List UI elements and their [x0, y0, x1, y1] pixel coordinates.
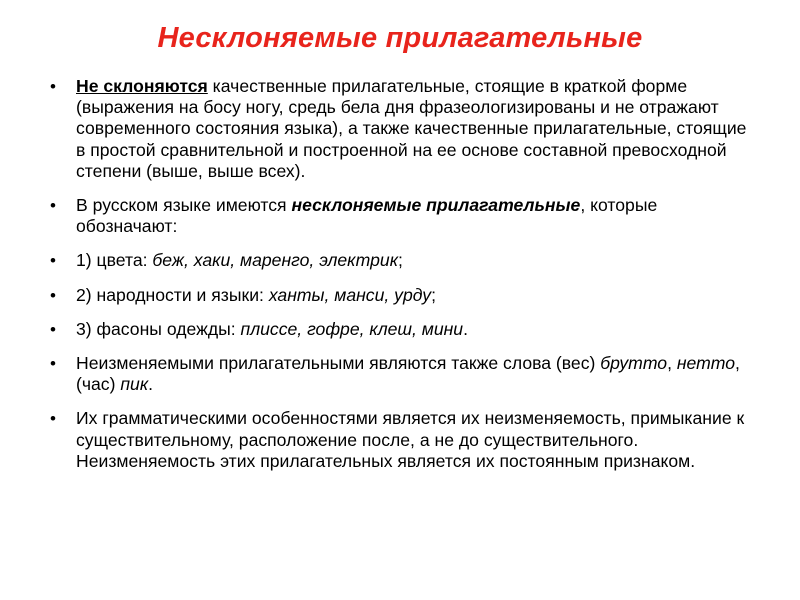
bullet-item: [50, 353, 750, 395]
bullet-marker: •: [50, 409, 56, 429]
bullet-text-segment: несклоняемые прилагательные: [291, 195, 581, 216]
bullet-text-segment: .: [463, 318, 468, 339]
bullet-text-segment: беж: [152, 250, 184, 271]
bullet-item: [50, 408, 750, 472]
bullet-text-segment: электрик: [319, 250, 398, 271]
slide-title: Несклоняемые прилагательные: [157, 22, 643, 54]
bullet-text-segment: нетто: [676, 353, 736, 374]
bullet-text-segment: ;: [431, 284, 436, 305]
bullet-text-segment: 1) цвета:: [76, 250, 153, 271]
bullet-text-segment: , (час): [76, 353, 740, 395]
bullet-text-segment: ,: [183, 250, 194, 271]
bullet-text-segment: ,: [667, 353, 677, 374]
bullet-text-segment: .: [148, 374, 154, 395]
bullet-text-segment: плиссе, гофре, клеш, мини: [240, 318, 464, 339]
bullet-text-segment: ,: [309, 250, 320, 271]
bullet-text-segment: Неизменяемыми прилагательными являются также слова (вес): [76, 353, 601, 374]
bullet-text-segment: Не склоняются: [76, 76, 208, 96]
bullet-item: [50, 76, 750, 182]
bullet-text-segment: 3) фасоны одежды:: [76, 318, 241, 339]
bullet-item: [50, 285, 750, 306]
bullet-item: [50, 195, 750, 237]
bullet-text-segment: В русском языке имеются: [76, 195, 292, 216]
bullet-text-segment: , которые обозначают:: [76, 195, 658, 237]
bullet-marker: •: [50, 196, 56, 216]
bullet-marker: •: [50, 354, 56, 374]
bullet-text-segment: хаки: [193, 250, 231, 271]
bullet-marker: •: [50, 285, 56, 305]
bullet-text-segment: брутто: [600, 353, 668, 374]
bullet-marker: •: [50, 319, 56, 339]
bullet-text-segment: ,: [230, 250, 241, 271]
bullet-list: [50, 76, 750, 485]
bullet-text-segment: 2) народности и языки:: [76, 284, 269, 305]
bullet-marker: •: [50, 77, 56, 96]
bullet-marker: •: [50, 251, 56, 271]
bullet-text-segment: качественные прилагательные, стоящие в краткой форме (выражения на босу ногу, средь бела дня фразеологизированы и не отражают современного состояния языка), а также качественные прилагательные, стоящие в простой сравнительной и построенной на ее основе составной превосходной степени (выше, выше всех).: [76, 76, 747, 181]
bullet-text-segment: пик: [120, 374, 149, 395]
bullet-item: [50, 319, 750, 340]
bullet-text-segment: маренго: [240, 250, 310, 271]
bullet-item: [50, 250, 750, 271]
bullet-text-segment: Их грамматическими особенностями является их неизменяемость, примыкание к существительному, расположение после, а не до существительного. Неизменяемость этих прилагательных является их постоянным признаком.: [76, 408, 745, 471]
bullet-text-segment: ханты, манси, урду: [268, 284, 432, 305]
bullet-text-segment: ;: [398, 250, 403, 271]
